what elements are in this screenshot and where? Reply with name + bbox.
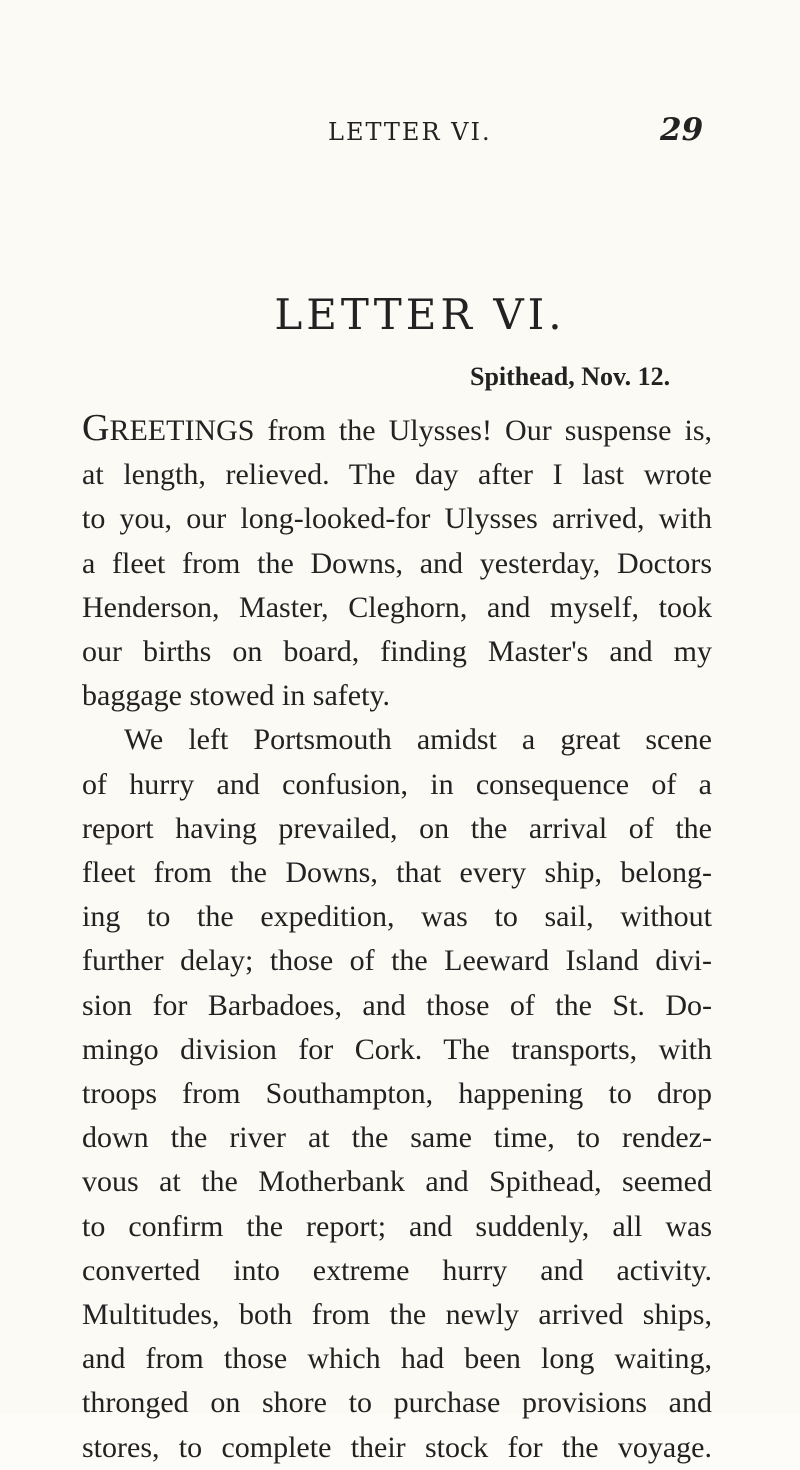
text-line: Multitudes, both from the newly arrived ships, [82,1298,712,1332]
paragraph-start-line: We left Portsmouth amidst a great scene [124,723,712,757]
opening-line [82,406,712,453]
text-line: baggage stowed in safety. [82,679,390,713]
text-line: further delay; those of the Leeward Island divi- [82,944,712,978]
text-line: thronged on shore to purchase provisions and [82,1386,712,1420]
text-line: sion for Barbadoes, and those of the St. Do- [82,988,712,1022]
letter-body [82,406,712,1470]
opening-rest: from the Ulysses! Our suspense is, [254,414,712,447]
text-line: ing to the expedition, was to sail, without [82,900,712,934]
dateline: Spithead, Nov. 12. [470,362,671,391]
text-line: mingo division for Cork. The transports, with [82,1032,712,1066]
text-line: at length, relieved. The day after I last wrote [82,458,712,492]
running-head-title: LETTER VI. [328,118,492,146]
text-line: fleet from the Downs, that every ship, belong- [82,856,712,890]
text-line: our births on board, finding Master's and my [82,635,712,669]
text-line: vous at the Motherbank and Spithead, seemed [82,1165,712,1199]
initial-letter: G [82,407,110,449]
opening-smallcaps: REETINGS [109,414,255,447]
running-head [0,112,800,158]
text-line: to confirm the report; and suddenly, all was [82,1209,712,1243]
text-line: a fleet from the Downs, and yesterday, Doctors [82,546,712,580]
text-line: report having prevailed, on the arrival of the [82,811,712,845]
text-line: down the river at the same time, to rendez- [82,1121,712,1155]
text-line: troops from Southampton, happening to drop [82,1077,712,1111]
text-line: Henderson, Master, Cleghorn, and myself, took [82,590,712,624]
text-line: converted into extreme hurry and activity. [82,1253,712,1287]
text-line: of hurry and confusion, in consequence of a [82,767,712,801]
text-line: stores, to complete their stock for the voyage. [82,1430,712,1464]
text-line: to you, our long-looked-for Ulysses arrived, with [82,502,712,536]
text-line: and from those which had been long waiting, [82,1342,712,1376]
letter-heading: LETTER VI. [274,290,566,339]
page-number: 29 [660,112,704,148]
